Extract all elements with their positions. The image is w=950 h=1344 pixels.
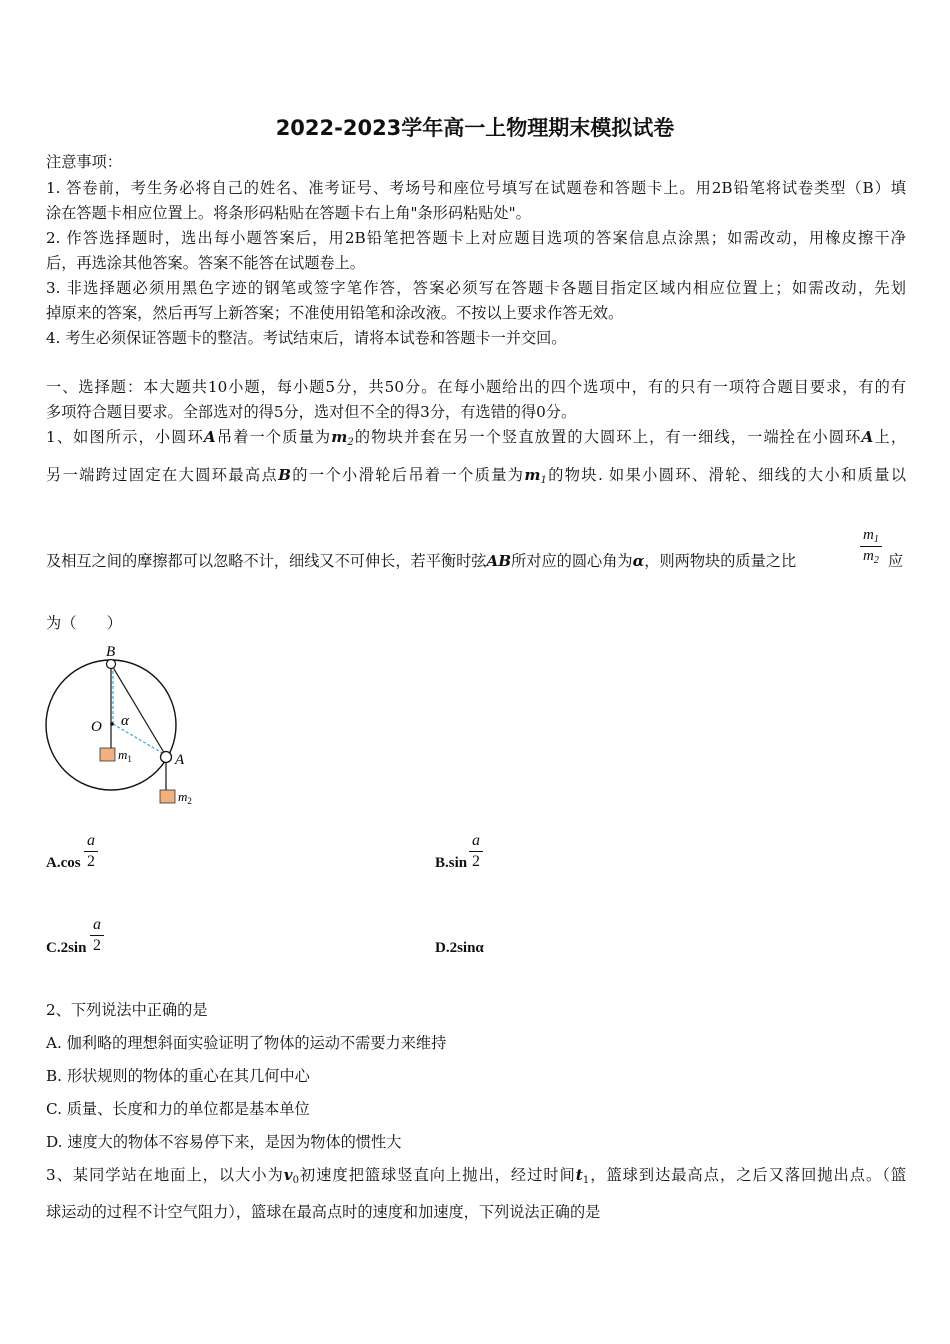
- label-O: O: [91, 719, 102, 735]
- q1-line-3: 及相互之间的摩擦都可以忽略不计，细线又不可伸长，若平衡时弦AB所对应的圆心角为α，则两物块的质量之比: [46, 552, 797, 570]
- notice-line-4: 后，再选涂其他答案。答案不能答在试题卷上。: [46, 254, 365, 272]
- q1-line-3-end: 应: [888, 552, 904, 570]
- notice-line-6: 掉原来的答案，然后再写上新答案；不准使用铅笔和涂改液。不按以上要求作答无效。: [46, 304, 624, 322]
- block-m2: [160, 790, 175, 803]
- label-m2: $m_2$: [178, 789, 192, 806]
- label-alpha: α: [121, 713, 129, 729]
- q1-option-b[interactable]: B.sin: [435, 855, 468, 871]
- q2-stem: 2、下列说法中正确的是: [46, 1001, 208, 1019]
- notice-line-2: 涂在答题卡相应位置上。将条形码粘贴在答题卡右上角"条形码粘贴处"。: [46, 204, 531, 222]
- center-dot: [110, 722, 114, 726]
- notice-line-5: 3. 非选择题必须用黑色字迹的钢笔或签字笔作答，答案必须写在答题卡各题目指定区域内相应位置上；如需改动，先划: [46, 279, 906, 297]
- q1-option-d[interactable]: D.2sinα: [435, 940, 484, 956]
- ring-pulley-figure: [40, 640, 220, 815]
- option-a-fraction: $\frac{a}{2}$: [84, 832, 98, 871]
- small-ring-A: [161, 752, 172, 763]
- q1-line-2: 另一端跨过固定在大圆环最高点B的一个小滑轮后吊着一个质量为$m_1$的物块. 如果小圆环、滑轮、细线的大小和质量以: [46, 466, 907, 486]
- option-b-fraction: $\frac{a}{2}$: [469, 832, 483, 871]
- q1-line-1: 1、如图所示，小圆环A吊着一个质量为$m_2$的物块并套在另一个竖直放置的大圆环上，有一细线，一端拴在小圆环A上，: [46, 428, 907, 448]
- q2-option-d[interactable]: D. 速度大的物体不容易停下来，是因为物体的惯性大: [46, 1133, 402, 1151]
- notice-line-1: 1. 答卷前，考生务必将自己的姓名、准考证号、考场号和座位号填写在试题卷和答题卡上。用2B铅笔将试卷类型（B）填: [46, 179, 906, 197]
- notice-heading: 注意事项：: [46, 153, 122, 171]
- notice-line-3: 2. 作答选择题时，选出每小题答案后，用2B铅笔把答题卡上对应题目选项的答案信息点涂黑；如需改动，用橡皮擦干净: [46, 229, 906, 247]
- q2-option-c[interactable]: C. 质量、长度和力的单位都是基本单位: [46, 1100, 310, 1118]
- notice-line-7: 4. 考生必须保证答题卡的整洁。考试结束后，请将本试卷和答题卡一并交回。: [46, 329, 567, 347]
- q1-line-4: 为（ ）: [46, 614, 122, 632]
- label-B: B: [106, 644, 116, 660]
- q2-option-a[interactable]: A. 伽利略的理想斜面实验证明了物体的运动不需要力来维持: [46, 1034, 447, 1052]
- string-B-to-A: [111, 664, 166, 756]
- label-m1: $m_1$: [118, 747, 132, 764]
- mass-ratio-fraction: $\frac{m_1}{m_2}$: [860, 527, 882, 566]
- label-A: A: [175, 752, 185, 768]
- q3-line-1: 3、某同学站在地面上，以大小为$v_0$初速度把篮球竖直向上抛出，经过时间$t_1$，篮球到达最高点，之后又落回抛出点。（篮: [46, 1166, 907, 1186]
- block-m1: [100, 748, 115, 761]
- pulley-B: [107, 660, 116, 669]
- page-title: 2022-2023学年高一上物理期末模拟试卷: [275, 116, 675, 140]
- option-c-fraction: $\frac{a}{2}$: [90, 916, 104, 955]
- q2-option-b[interactable]: B. 形状规则的物体的重心在其几何中心: [46, 1067, 310, 1085]
- section-intro-line-1: 一、选择题：本大题共10小题，每小题5分，共50分。在每小题给出的四个选项中，有的只有一项符合题目要求，有的有: [46, 378, 906, 396]
- q1-option-c[interactable]: C.2sin: [46, 940, 87, 956]
- q3-line-2: 球运动的过程不计空气阻力），篮球在最高点时的速度和加速度，下列说法正确的是: [46, 1203, 601, 1221]
- section-intro-line-2: 多项符合题目要求。全部选对的得5分，选对但不全的得3分，有选错的得0分。: [46, 403, 577, 421]
- q1-option-a[interactable]: A.cos: [46, 855, 81, 871]
